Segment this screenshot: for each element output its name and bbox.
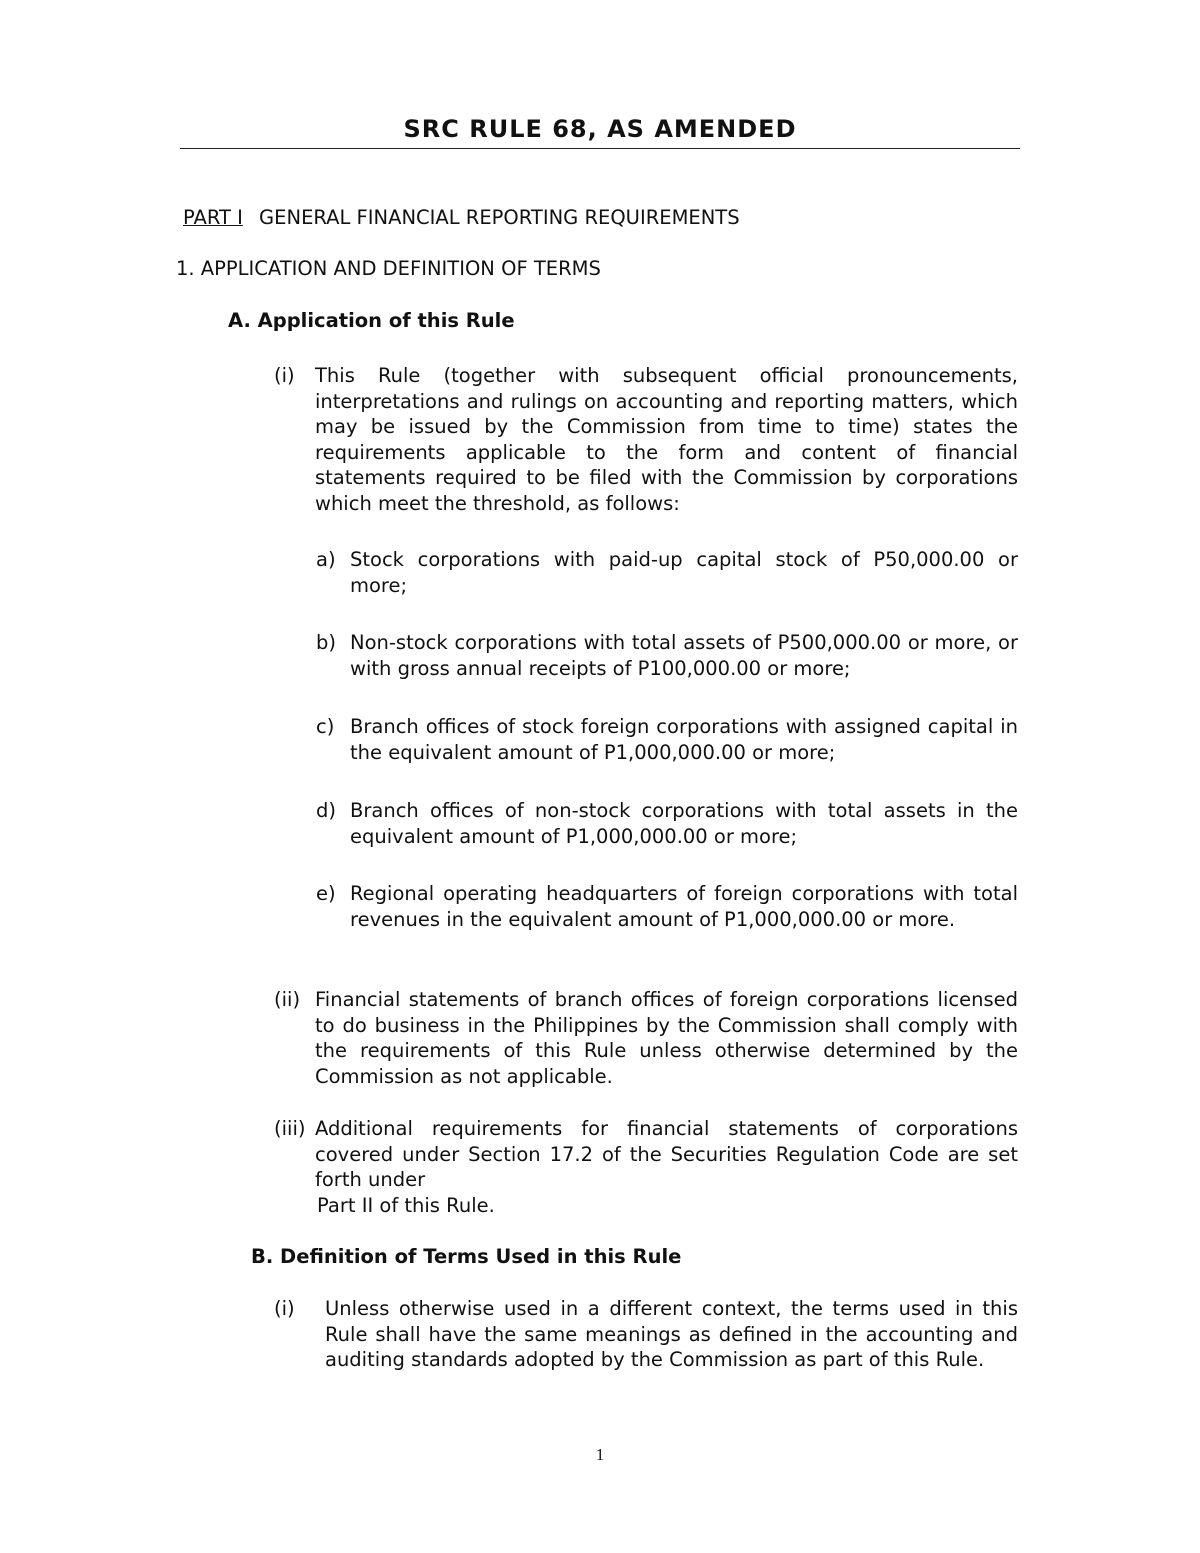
part-heading	[183, 205, 740, 231]
section-a-heading: A. Application of this Rule	[228, 309, 515, 332]
item-text: Non-stock corporations with total assets of P500,000.00 or more, or with gross annual receipts of P100,000.00 or more;	[350, 631, 1018, 680]
part-title: GENERAL FINANCIAL REPORTING REQUIREMENTS	[259, 206, 740, 229]
part-label: PART I	[183, 206, 243, 229]
item-number: (i)	[274, 364, 295, 387]
item-text: Branch offices of non-stock corporations with total assets in the equivalent amount of P1,000,000.00 or more;	[350, 799, 1018, 848]
item-letter: e)	[316, 882, 336, 905]
section-1-heading: 1. APPLICATION AND DEFINITION OF TERMS	[176, 257, 601, 280]
item-text: This Rule (together with subsequent official pronouncements, interpretations and rulings on accounting and reporting matters, which may be issued by the Commission from time to time) states the requirements applicable to the form and content of financial statements required to be filed with the Commission by corporations which meet the threshold, as follows:	[315, 364, 1018, 515]
item-text: Regional operating headquarters of foreign corporations with total revenues in the equivalent amount of P1,000,000.00 or more.	[350, 882, 1018, 931]
item-letter: c)	[316, 715, 335, 738]
item-number: (i)	[274, 1297, 295, 1320]
item-number: (iii)	[274, 1117, 306, 1140]
item-text: Branch offices of stock foreign corporations with assigned capital in the equivalent amount of P1,000,000.00 or more;	[350, 715, 1018, 764]
item-text-continuation: Part II of this Rule.	[317, 1194, 495, 1217]
item-letter: a)	[316, 548, 336, 571]
item-text: Additional requirements for financial statements of corporations covered under Section 17.2 of the Securities Regulation Code are set forth under	[315, 1117, 1018, 1192]
document-title: SRC RULE 68, AS AMENDED	[403, 115, 797, 143]
item-letter: d)	[316, 799, 336, 822]
title-underline	[180, 148, 1020, 149]
item-text: Financial statements of branch offices of foreign corporations licensed to do business in the Philippines by the Commission shall comply with the requirements of this Rule unless otherwise determined by the Commission as not applicable.	[315, 988, 1018, 1088]
item-number: (ii)	[274, 988, 301, 1011]
item-text: Stock corporations with paid-up capital stock of P50,000.00 or more;	[350, 548, 1018, 597]
item-text: Unless otherwise used in a different context, the terms used in this Rule shall have the same meanings as defined in the accounting and auditing standards adopted by the Commission as part of this Rule.	[325, 1297, 1018, 1372]
section-b-heading: B. Definition of Terms Used in this Rule	[251, 1245, 682, 1268]
page-number: 1	[595, 1445, 605, 1464]
item-letter: b)	[316, 631, 336, 654]
